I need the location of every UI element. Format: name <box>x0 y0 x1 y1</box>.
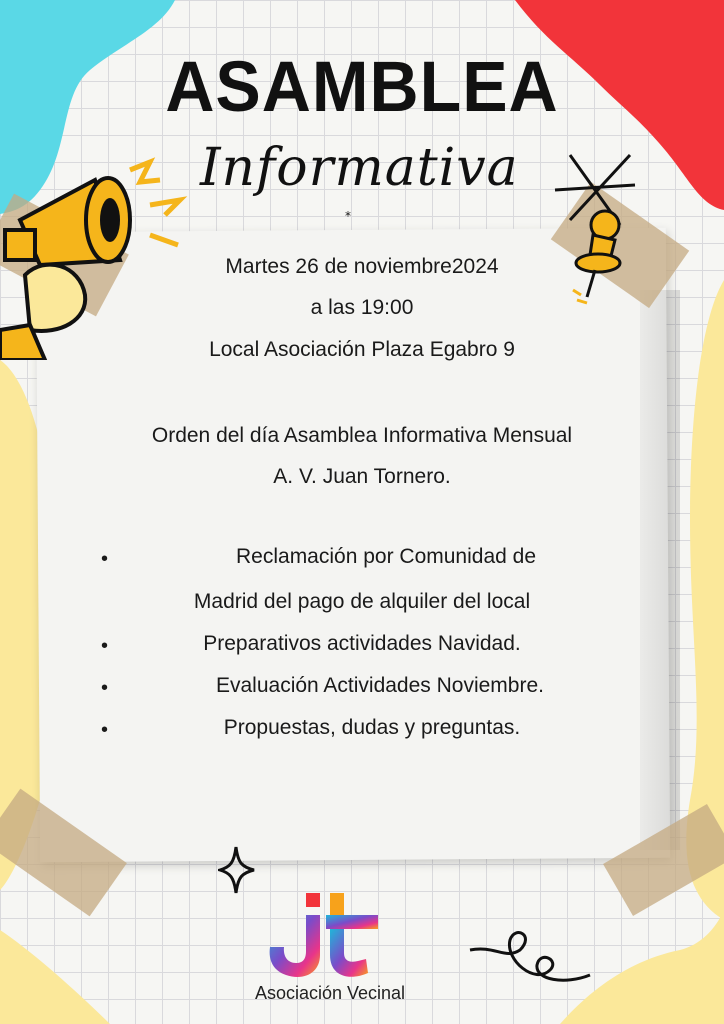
agenda-item-2: Preparativos actividades Navidad. <box>203 632 521 655</box>
page-title: ASAMBLEA <box>165 47 559 127</box>
org-name: Asociación Vecinal <box>254 983 406 1003</box>
squiggle-doodle-icon <box>465 925 595 995</box>
agenda-heading: Orden del día Asamblea Informativa Mensual <box>151 424 573 447</box>
page-subtitle: Informativa <box>200 138 519 198</box>
bullet-1: • <box>101 548 109 570</box>
small-star-icon <box>344 210 354 220</box>
agenda-item-1-line2: Madrid del pago de alquiler del local <box>193 590 531 613</box>
event-place: Local Asociación Plaza Egabro 9 <box>209 338 515 361</box>
agenda-item-3: Evaluación Actividades Noviembre. <box>215 674 544 697</box>
bullet-2: • <box>101 635 109 657</box>
bullet-3: • <box>101 677 109 699</box>
paper-shadow <box>640 290 680 850</box>
bullet-4: • <box>101 719 109 741</box>
svg-text:*: * <box>345 210 351 220</box>
event-time: a las 19:00 <box>310 296 414 319</box>
agenda-association: A. V. Juan Tornero. <box>273 465 451 488</box>
agenda-item-1-line1: Reclamación por Comunidad de <box>236 545 536 568</box>
jt-logo-icon <box>258 885 398 985</box>
agenda-item-4: Propuestas, dudas y preguntas. <box>223 716 521 739</box>
sparkle-icon <box>218 845 258 895</box>
yellow-blob-bottom-left <box>0 930 110 1024</box>
event-date: Martes 26 de noviembre2024 <box>225 255 499 278</box>
